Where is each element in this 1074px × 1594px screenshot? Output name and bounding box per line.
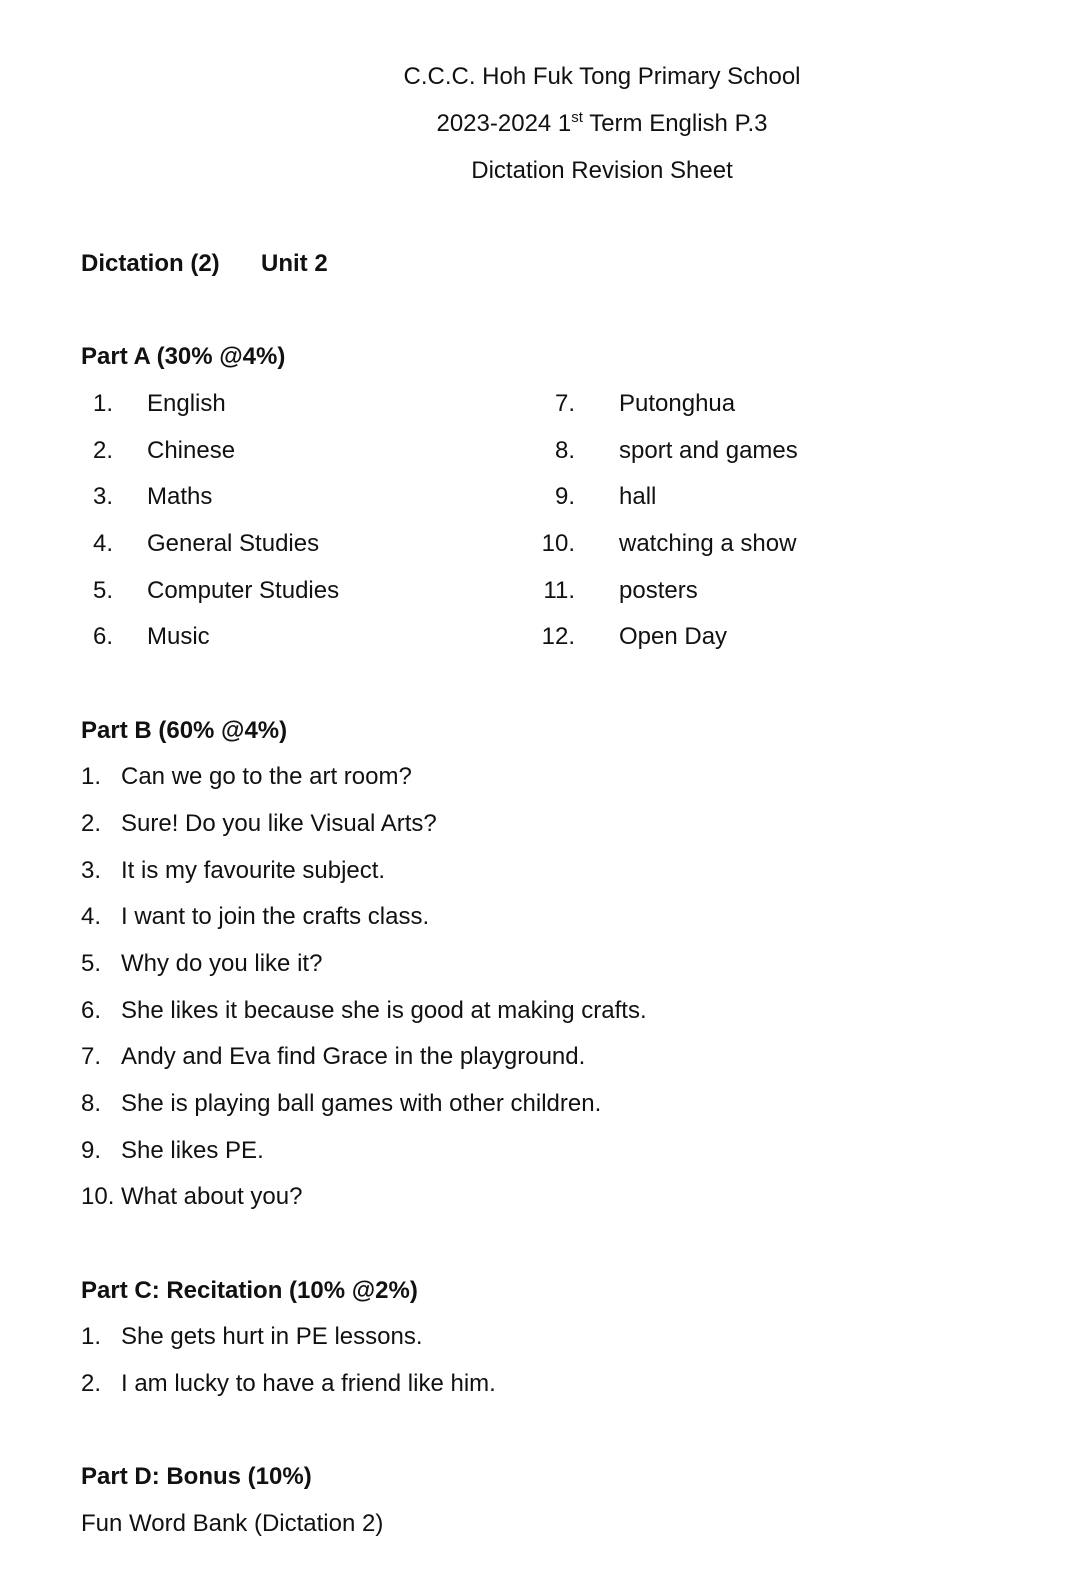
list-item: hall bbox=[619, 483, 657, 510]
list-item-number: 12. bbox=[541, 623, 575, 650]
list-item-number: 9. bbox=[554, 483, 575, 510]
unit-label: Unit 2 bbox=[261, 250, 328, 277]
list-item: It is my favourite subject. bbox=[121, 857, 386, 884]
list-item-number: 5. bbox=[81, 950, 102, 977]
list-item: She is playing ball games with other children. bbox=[121, 1090, 602, 1117]
list-item: English bbox=[147, 390, 226, 417]
list-item-number: 1. bbox=[81, 1323, 102, 1350]
part-b-heading: Part B (60% @4%) bbox=[81, 717, 288, 744]
dictation-label: Dictation (2) bbox=[81, 250, 220, 277]
list-item: Can we go to the art room? bbox=[121, 763, 412, 790]
list-item-number: 2. bbox=[93, 437, 114, 464]
part-c-heading: Part C: Recitation (10% @2%) bbox=[81, 1277, 418, 1304]
list-item-number: 3. bbox=[93, 483, 114, 510]
term-rest: Term English P.3 bbox=[582, 110, 768, 137]
list-item: Why do you like it? bbox=[121, 950, 323, 977]
list-item-number: 6. bbox=[81, 997, 102, 1024]
list-item: Maths bbox=[147, 483, 213, 510]
list-item-number: 5. bbox=[93, 577, 114, 604]
list-item: Computer Studies bbox=[147, 577, 340, 604]
list-item: Putonghua bbox=[619, 390, 736, 417]
list-item: I want to join the crafts class. bbox=[121, 903, 430, 930]
list-item-number: 10. bbox=[81, 1183, 115, 1210]
list-item: General Studies bbox=[147, 530, 320, 557]
list-item-number: 9. bbox=[81, 1137, 102, 1164]
list-item-number: 4. bbox=[93, 530, 114, 557]
list-item-number: 10. bbox=[541, 530, 575, 557]
list-item-number: 4. bbox=[81, 903, 102, 930]
list-item: She likes it because she is good at making crafts. bbox=[121, 997, 647, 1024]
term-title bbox=[0, 108, 1074, 140]
part-d-heading: Part D: Bonus (10%) bbox=[81, 1463, 312, 1490]
list-item: Open Day bbox=[619, 623, 728, 650]
list-item-number: 2. bbox=[81, 810, 102, 837]
list-item: She likes PE. bbox=[121, 1137, 264, 1164]
list-item-number: 1. bbox=[81, 763, 102, 790]
term-superscript: st bbox=[571, 109, 583, 126]
list-item-number: 3. bbox=[81, 857, 102, 884]
term-year: 2023-2024 1 bbox=[436, 110, 572, 137]
list-item: I am lucky to have a friend like him. bbox=[121, 1370, 496, 1397]
sheet-title: Dictation Revision Sheet bbox=[471, 157, 733, 184]
list-item-number: 1. bbox=[93, 390, 114, 417]
list-item: sport and games bbox=[619, 437, 798, 464]
list-item: Chinese bbox=[147, 437, 236, 464]
list-item: Music bbox=[147, 623, 210, 650]
list-item: Andy and Eva find Grace in the playground. bbox=[121, 1043, 586, 1070]
list-item: What about you? bbox=[121, 1183, 303, 1210]
list-item: posters bbox=[619, 577, 698, 604]
list-item: She gets hurt in PE lessons. bbox=[121, 1323, 423, 1350]
school-name: C.C.C. Hoh Fuk Tong Primary School bbox=[403, 63, 801, 90]
list-item-number: 8. bbox=[81, 1090, 102, 1117]
list-item-number: 7. bbox=[81, 1043, 102, 1070]
list-item-number: 6. bbox=[93, 623, 114, 650]
part-a-heading: Part A (30% @4%) bbox=[81, 343, 286, 370]
list-item-number: 2. bbox=[81, 1370, 102, 1397]
list-item-number: 7. bbox=[554, 390, 575, 417]
list-item-number: 11. bbox=[543, 577, 575, 604]
list-item: Sure! Do you like Visual Arts? bbox=[121, 810, 437, 837]
word-bank-label: Fun Word Bank (Dictation 2) bbox=[81, 1510, 384, 1537]
list-item: watching a show bbox=[619, 530, 797, 557]
list-item-number: 8. bbox=[554, 437, 575, 464]
